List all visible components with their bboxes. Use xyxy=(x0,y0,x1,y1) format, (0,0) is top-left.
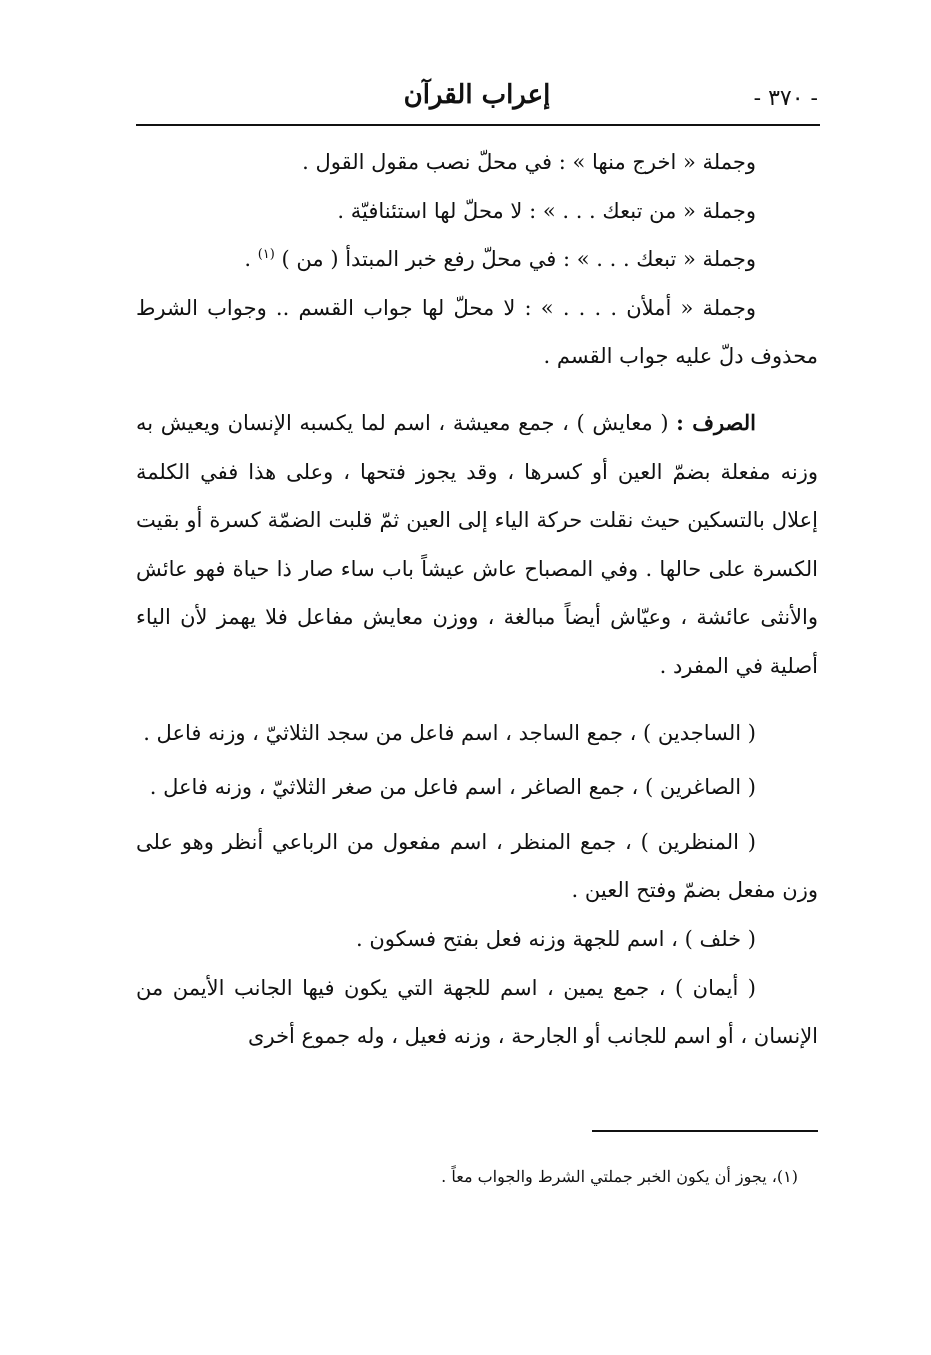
paragraph: ( الصاغرين ) ، جمع الصاغر ، اسم فاعل من صغر الثلاثيّ ، وزنه فاعل . xyxy=(149,775,756,800)
paragraph: ( أيمان ) ، جمع يمين ، اسم للجهة التي يكون فيها الجانب الأيمن من الإنسان ، أو اسم للجانب أو الجارحة ، وزنه فعيل ، وله جموع أخرى xyxy=(136,975,818,1049)
header-rule xyxy=(136,124,820,126)
page-number: - ٣٧٠ - xyxy=(753,86,818,111)
paragraph: وجملة « أملأن . . . . » : لا محلّ لها جواب القسم .. وجواب الشرط محذوف دلّ عليه جواب القسم . xyxy=(136,295,818,369)
paragraph xyxy=(136,235,818,284)
page-header xyxy=(136,80,818,120)
paragraph xyxy=(136,399,818,691)
paragraph: ( خلف ) ، اسم للجهة وزنه فعل بفتح فسكون . xyxy=(356,926,756,951)
paragraph-end: . xyxy=(244,247,258,272)
paragraph: ( المنظرين ) ، جمع المنظر ، اسم مفعول من الرباعي أنظر وهو على وزن مفعل بضمّ وفتح العين . xyxy=(136,829,818,903)
body-text xyxy=(136,138,818,1061)
running-title: إعراب القرآن xyxy=(403,80,551,110)
footnote-reference: (١) xyxy=(257,247,275,263)
paragraph-text: وجملة « من تبعك . . . » : لا محلّ لها استئنافيّة . xyxy=(337,198,756,223)
section-label: الصرف : xyxy=(676,409,756,435)
footnote: (١)، يجوز أن يكون الخبر جملتي الشرط والجواب معاً . xyxy=(441,1167,798,1186)
paragraph-text: ( معايش ) ، جمع معيشة ، اسم لما يكسبه الإنسان ويعيش به وزنه مفعلة بضمّ العين أو كسرها ، وقد يجوز فتحها ، وعلى هذا ففي الكلمة إعلال بالتسكين حيث نقلت حركة الياء إلى العين ثمّ قلبت الضمّة كسرة أو بقيت الكسرة على حالها . وفي المصباح عاش عيشاً باب ساء صار ذا حياة فهو عائش والأنثى عائشة ، وعيّاش أيضاً مبالغة ، ووزن معايش مفاعل فلا يهمز لأن الياء أصلية في المفرد . xyxy=(136,410,818,678)
paragraph-text: وجملة « تبعك . . . » : في محلّ رفع خبر المبتدأ ( من ) xyxy=(281,247,756,272)
footnote-rule xyxy=(592,1130,818,1132)
paragraph: وجملة « اخرج منها » : في محلّ نصب مقول القول . xyxy=(302,150,756,174)
paragraph: ( الساجدين ) ، جمع الساجد ، اسم فاعل من سجد الثلاثيّ ، وزنه فاعل . xyxy=(143,720,756,745)
paragraph xyxy=(136,187,818,236)
